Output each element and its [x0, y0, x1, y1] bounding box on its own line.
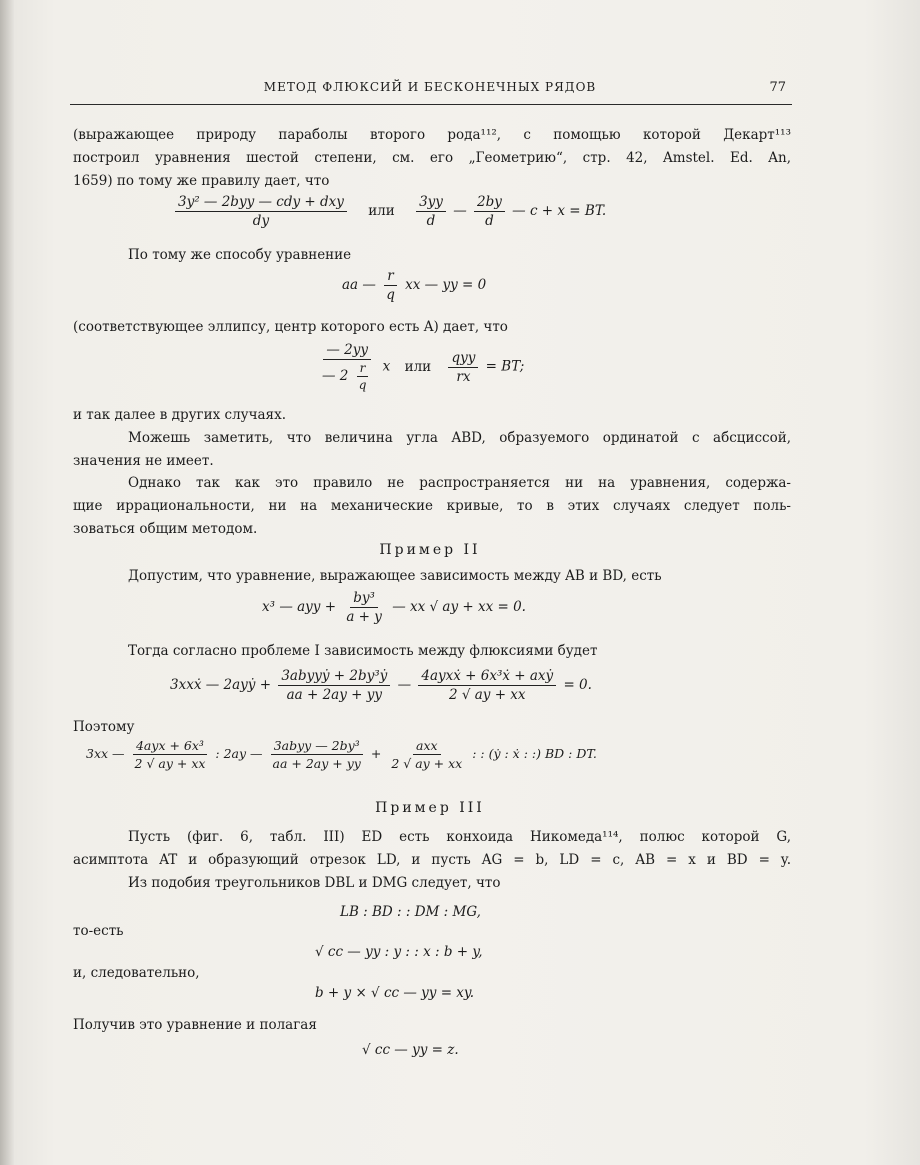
para8: Поэтому: [73, 719, 135, 735]
eq2-right: xx — yy = 0: [405, 277, 487, 293]
para1-line1: (выражающее природу параболы второго рода¹¹², с помощью которой Декарт¹¹³: [73, 127, 791, 143]
eq3-tail: = BT;: [485, 358, 525, 375]
eq5-frac2-num: 4ayxẋ + 6x³ẋ + axẏ: [418, 668, 556, 686]
eq3-x: x: [382, 358, 391, 375]
eq1-frac3-den: d: [485, 213, 494, 229]
eq1-denominator: dy: [252, 213, 270, 229]
eq6-frac3-num: axx: [413, 738, 441, 755]
eq5-frac2-den: 2 √ ay + xx: [448, 687, 526, 703]
eq2-den: q: [386, 287, 395, 303]
para2: По тому же способу уравнение: [128, 247, 352, 263]
example-3-heading: Пример III: [375, 800, 485, 816]
equation-2: [342, 268, 486, 303]
para7: Тогда согласно проблеме I зависимость между флюксиями будет: [128, 643, 598, 659]
para1-line2: построил уравнения шестой степени, см. его „Геометрию“, стр. 42, Amstel. Ed. An,: [73, 150, 791, 166]
eq6-mid1: : 2ay —: [215, 746, 263, 761]
eq6-left: 3xx —: [86, 746, 125, 761]
equation-5: [170, 668, 592, 703]
book-spine-shadow: [0, 0, 14, 1165]
eq6-frac3-den: 2 √ ay + xx: [391, 756, 463, 771]
eq1-numerator: 3y² — 2byy — cdy + dxy: [175, 194, 347, 212]
eq5-frac1-den: aa + 2ay + yy: [286, 687, 382, 703]
example-3-line3: Из подобия треугольников DBL и DMG следует, что: [128, 875, 501, 891]
para5-line1: Можешь заметить, что величина угла ABD, образуемого ординатой с абсциссой,: [128, 430, 791, 446]
equation-9: b + y × √ cc — yy = xy.: [315, 985, 475, 1001]
equation-7: LB : BD : : DM : MG,: [340, 904, 481, 920]
eq3-den-r: r: [357, 361, 369, 377]
eq5-mid: —: [397, 677, 412, 693]
label-sledovatelno: и, следовательно,: [73, 965, 200, 981]
example-3-line2: асимптота AT и образующий отрезок LD, и пусть AG = b, LD = c, AB = x и BD = y.: [73, 852, 791, 868]
eq6-frac1-den: 2 √ ay + xx: [134, 756, 206, 771]
equation-8: √ cc — yy : y : : x : b + y,: [315, 944, 483, 960]
para4: и так далее в других случаях.: [73, 407, 286, 423]
eq2-left: aa —: [342, 277, 376, 293]
eq3-den-q: q: [358, 378, 367, 392]
eq5-tail: = 0.: [563, 677, 592, 693]
eq4-den: a + y: [346, 609, 382, 625]
para6-line1: Однако так как это правило не распространяется ни на уравнения, содержа-: [128, 475, 791, 491]
equation-10: √ cc — yy = z.: [362, 1042, 459, 1058]
eq1-frac3-num: 2by: [474, 194, 505, 212]
eq1-or: или: [368, 203, 395, 219]
eq1-frac2-den: d: [426, 213, 436, 229]
eq2-num: r: [384, 268, 396, 286]
example-2-text: Допустим, что уравнение, выражающее зависимость между AB и BD, есть: [128, 568, 662, 584]
eq3-frac2-num: qyy: [448, 350, 478, 368]
eq3-or: или: [404, 358, 432, 375]
para6-line3: зоваться общим методом.: [73, 521, 258, 537]
eq1-frac2-num: 3yy: [416, 194, 446, 212]
eq3-frac2-den: rx: [456, 368, 471, 385]
eq6-tail: : : (ẏ : ẋ : :) BD : DT.: [472, 746, 597, 761]
eq4-left: x³ — ayy +: [262, 599, 337, 615]
eq6-frac2-den: aa + 2ay + yy: [272, 756, 361, 771]
eq1-tail: — c + x = BT.: [512, 203, 607, 219]
eq3-den-coef: — 2: [322, 368, 349, 384]
eq6-frac2-num: 3abyy — 2by³: [271, 738, 363, 755]
eq4-num: by³: [350, 590, 378, 608]
equation-1: $\frac{\text{3y² — 2byy — cdy + dxy}}{dy}$ или $\frac{3yy}{d}$ — $\frac{2by}{d}$ — c + x = BT.: [172, 194, 606, 229]
equation-6: [86, 738, 597, 771]
example-3-line1: Пусть (фиг. 6, табл. III) ED есть конхоида Никомеда¹¹⁴, полюс которой G,: [128, 829, 791, 845]
eq5-left: 3xxẋ — 2ayẏ +: [170, 677, 272, 693]
eq3-numerator: — 2yy: [323, 342, 371, 360]
label-to-est: то-есть: [73, 923, 124, 939]
equation-3: [316, 342, 524, 392]
eq6-frac1-num: 4ayx + 6x³: [133, 738, 207, 755]
page-number: 77: [769, 80, 786, 95]
header-rule: [70, 104, 792, 105]
example-2-heading: Пример II: [379, 542, 481, 558]
header-title: МЕТОД ФЛЮКСИЙ И БЕСКОНЕЧНЫХ РЯДОВ: [263, 80, 597, 94]
eq4-right: — xx √ ay + xx = 0.: [392, 599, 526, 615]
eq5-frac1-num: 3abyyẏ + 2by³ẏ: [278, 668, 390, 686]
para3: (соответствующее эллипсу, центр которого есть A) дает, что: [73, 319, 508, 335]
para6-line2: щие иррациональности, ни на механические кривые, то в этих случаях следует поль-: [73, 498, 791, 514]
para5-line2: значения не имеет.: [73, 453, 214, 469]
eq6-mid2: +: [370, 746, 382, 761]
para9: Получив это уравнение и полагая: [73, 1017, 317, 1033]
running-header: [70, 80, 790, 104]
para1-line3: 1659) по тому же правилу дает, что: [73, 173, 330, 189]
equation-4: [262, 590, 526, 625]
